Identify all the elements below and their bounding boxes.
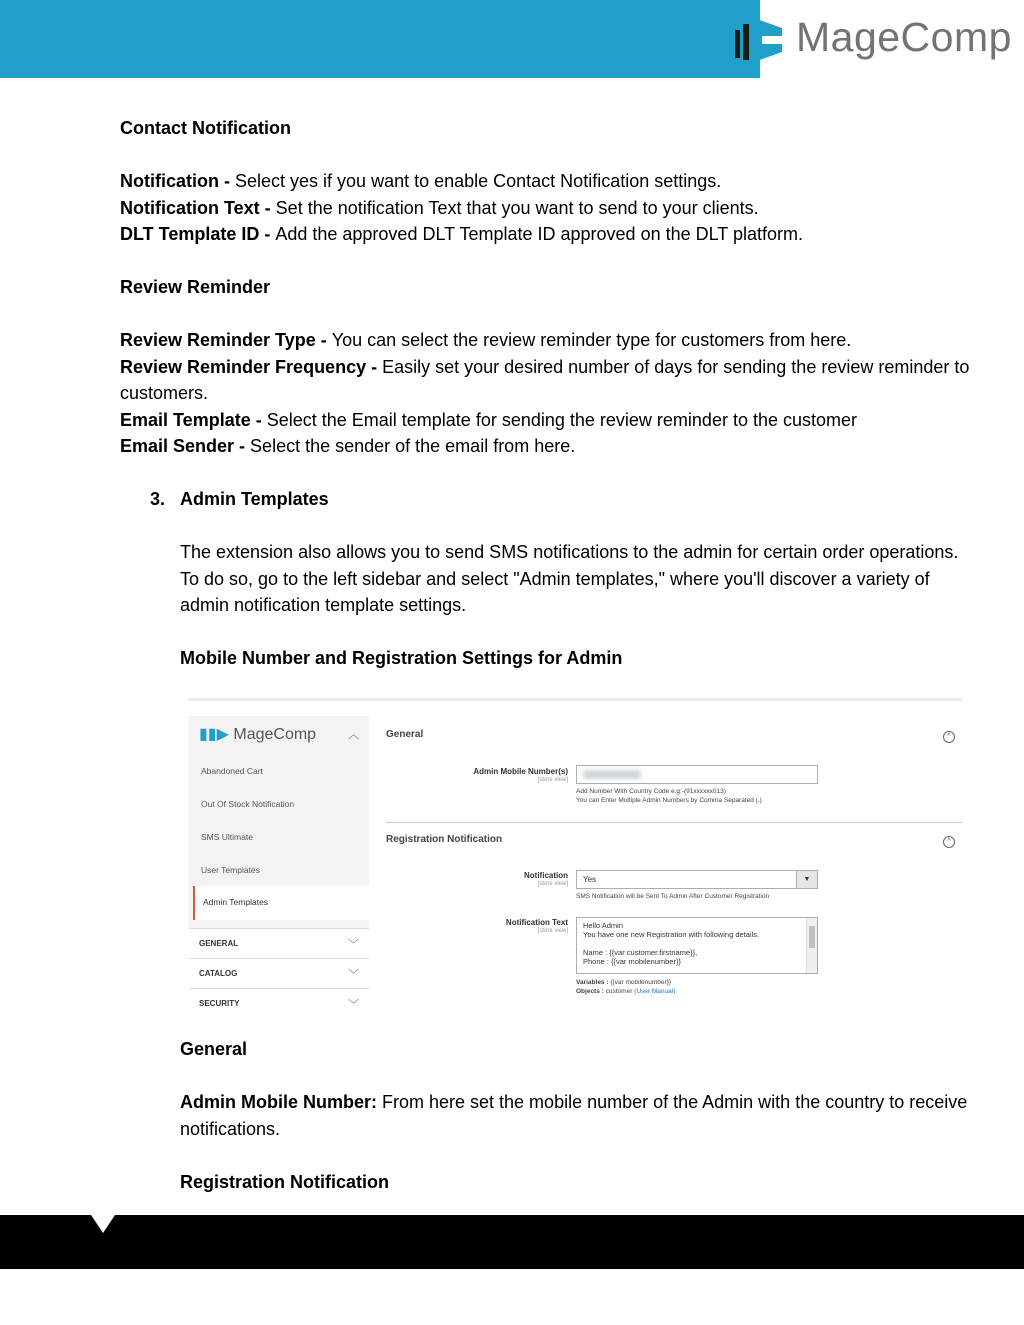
chevron-up-icon[interactable]: ︿ (348, 729, 359, 741)
store-view-label: [store view] (537, 881, 568, 887)
collapse-icon[interactable]: ^ (943, 836, 955, 848)
heading-review-reminder: Review Reminder (120, 277, 271, 297)
para-dlt-template: DLT Template ID - Add the approved DLT Template ID approved on the DLT platform. (120, 224, 803, 244)
notification-select[interactable] (576, 870, 818, 889)
para-admin-mobile: Admin Mobile Number: From here set the mobile number of the Admin with the country to receive notifications. (180, 1092, 968, 1139)
mobile-note-2: You can Enter Multiple Admin Numbers by Comma Separated (,) (576, 797, 762, 804)
sidebar-item-user-templates[interactable]: User Templates (201, 865, 260, 875)
notification-label: Notification (524, 871, 568, 880)
store-view-label: [store view] (537, 777, 568, 783)
section-title-registration: Registration Notification (386, 834, 503, 845)
notification-textarea-value: Hello Admin You have one new Registration with following details. Name : {{var customer.firstname}}, Phone : {{var mobilenumber}} (583, 921, 760, 966)
sidebar-section-security[interactable]: SECURITY ﹀ (189, 988, 369, 1010)
screenshot-top-border (188, 698, 962, 701)
section-divider (386, 822, 962, 823)
chevron-down-icon: ﹀ (348, 939, 359, 951)
collapse-icon[interactable]: ^ (943, 731, 955, 743)
heading-registration-notification: Registration Notification (180, 1171, 390, 1192)
para-review-type: Review Reminder Type - You can select the review reminder type for customers from here. (120, 330, 852, 350)
document-body (120, 115, 980, 672)
sidebar-item-admin-templates[interactable]: Admin Templates (193, 886, 369, 920)
sidebar-section-catalog[interactable]: CATALOG ﹀ (189, 958, 369, 988)
sidebar-item-abandoned-cart[interactable]: Abandoned Cart (201, 766, 263, 776)
footer-triangle (91, 1215, 115, 1233)
logo-text: MageComp (796, 14, 1012, 60)
chevron-down-icon: ﹀ (348, 999, 359, 1011)
sidebar-logo: ▮▮▶ MageComp (199, 726, 317, 743)
notification-text-label: Notification Text (505, 918, 568, 927)
footer-bar (0, 1215, 1024, 1269)
admin-screenshot (188, 698, 962, 1010)
notification-note: SMS Notification will be Sent To Admin After Customer Registration (576, 893, 770, 900)
mobile-note-1: Add Number With Country Code e.g:-(91xxxxxx013) (576, 788, 726, 795)
blurred-number (583, 770, 641, 779)
heading-general: General (180, 1039, 248, 1059)
para-notification: Notification - Select yes if you want to enable Contact Notification settings. (120, 171, 722, 191)
section-title-general: General (386, 729, 424, 740)
chevron-down-icon: ﹀ (348, 969, 359, 981)
admin-mobile-label: Admin Mobile Number(s) (473, 767, 568, 776)
admin-mobile-input[interactable] (576, 765, 818, 784)
para-admin-intro: The extension also allows you to send SMS notifications to the admin for certain order operations. To do so, go to the left sidebar and select "Admin templates," where you'll discover a variety of admin notification template settings. (180, 542, 959, 615)
para-email-template: Email Template - Select the Email template for sending the review reminder to the customer (120, 409, 858, 430)
para-email-sender: Email Sender - Select the sender of the email from here. (120, 436, 576, 456)
para-notification-text: Notification Text - Set the notification Text that you want to send to your clients. (120, 197, 759, 218)
heading-admin-templates: 3. Admin Templates (150, 489, 329, 509)
variables-line: Variables : {{var mobilenumber}} (576, 979, 672, 986)
sidebar-item-out-of-stock[interactable]: Out Of Stock Notification (201, 799, 295, 809)
user-manual-link[interactable]: (User Manual) (634, 988, 676, 995)
textarea-scrollbar[interactable] (806, 918, 817, 973)
store-view-label: [store view] (537, 928, 568, 934)
magecomp-logo-icon (730, 8, 790, 68)
heading-contact-notification: Contact Notification (120, 118, 291, 138)
heading-mobile-settings: Mobile Number and Registration Settings for Admin (180, 648, 623, 668)
sidebar-item-sms-ultimate[interactable]: SMS Ultimate (201, 832, 253, 842)
dropdown-arrow-icon[interactable]: ▼ (796, 871, 817, 888)
notification-textarea[interactable] (576, 917, 818, 974)
notification-selected-value: Yes (583, 875, 597, 884)
objects-line: Objects : customer (User Manual) (576, 988, 676, 995)
para-review-frequency: Review Reminder Frequency - Easily set your desired number of days for sending the review reminder to customers. (120, 356, 970, 403)
document-body-lower (120, 1036, 980, 1195)
sidebar-section-general[interactable]: GENERAL ﹀ (189, 928, 369, 958)
